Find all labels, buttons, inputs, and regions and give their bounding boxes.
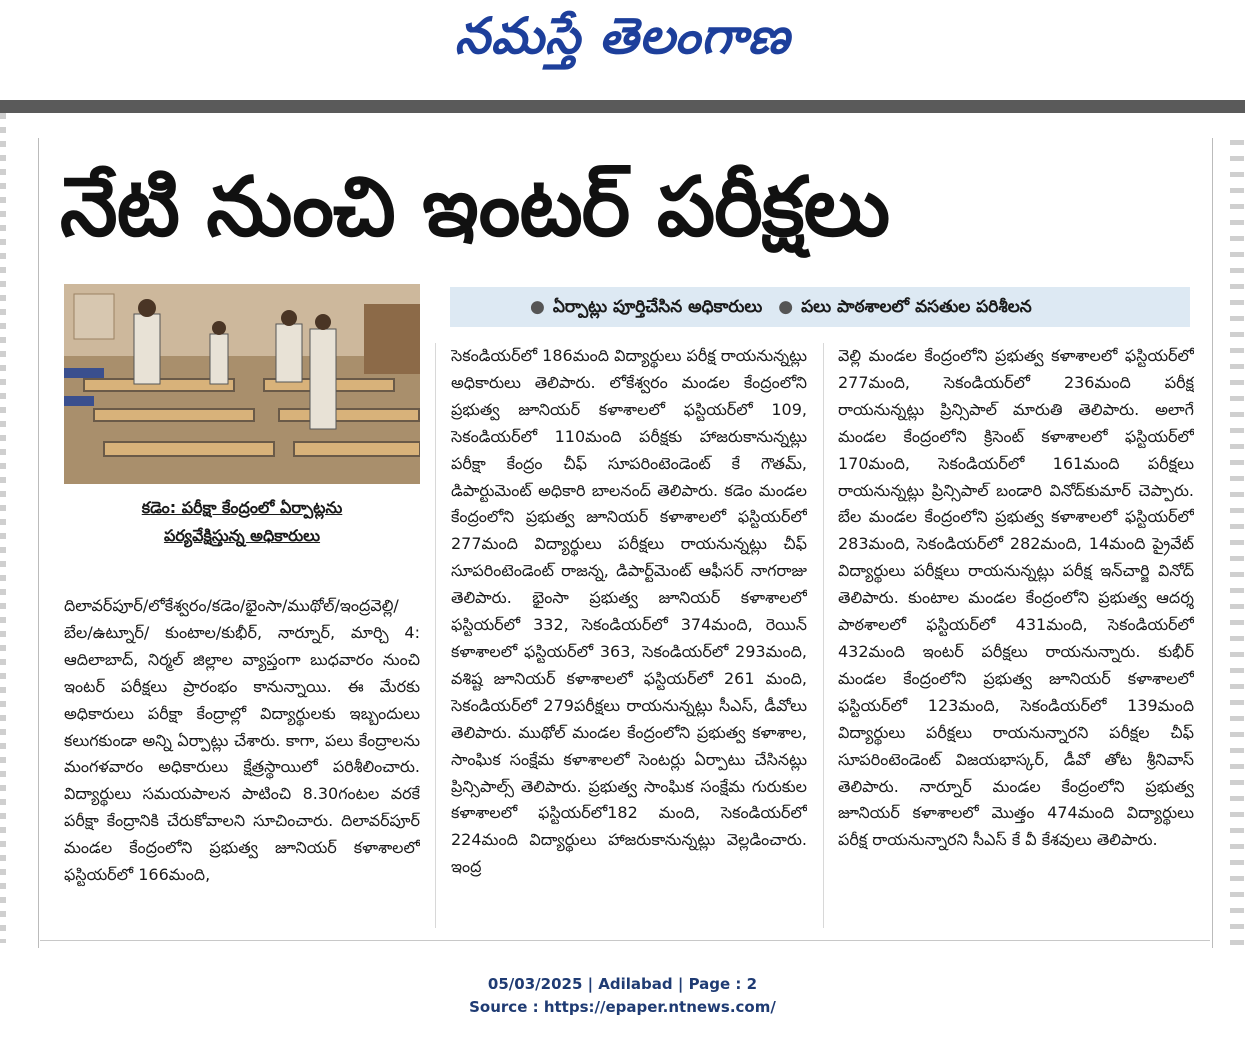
bullet-icon: ●	[778, 297, 794, 317]
article-column-2	[451, 343, 807, 928]
caption-line-2: పర్యవేక్షిస్తున్న అధికారులు	[163, 526, 321, 545]
column-divider	[823, 343, 824, 928]
source-link[interactable]: Source : https://epaper.ntnews.com/	[469, 998, 776, 1016]
edition-info: 05/03/2025 | Adilabad | Page : 2	[487, 975, 758, 993]
column-text: సెకండియర్‌లో 186మంది విద్యార్థులు పరీక్ష రాయనున్నట్లు అధికారులు తెలిపారు. లోకేశ్వరం మండల కేంద్రంలోని ప్రభుత్వ జూనియర్ కళాశాలలో ఫస్టియర్‌లో 109, సెకండియర్‌లో 110మంది పరీక్షకు హాజరుకానున్నట్లు పరీక్షా కేంద్రం చీఫ్ సూపరింటెండెంట్ కే గౌతమ్, డిపార్టుమెంట్ అధికారి బాలనంద్ తెలిపారు. కడెం మండల కేంద్రంలోని ప్రభుత్వ జూనియర్ కళాశాలలో ఫస్టియర్‌లో 277మంది విద్యార్థులు పరీక్షలు రాయనున్నట్లు చీఫ్ సూపరింటెండెంట్ రాజన్న, డిపార్ట్‌మెంట్ ఆఫీసర్ నాగరాజు తెలిపారు. భైంసా ప్రభుత్వ జూనియర్ కళాశాలలో ఫస్టియర్‌లో 332, సెకండియర్‌లో 374మంది, రెయిన్ కళాశాలలో ఫస్టియర్‌లో 363, సెకండియర్‌లో 293మంది, వశిష్ట జూనియర్ కళాశాలలో ఫస్టియర్‌లో 261 మంది, సెకండియర్‌లో 279పరీక్షలు రాయనున్నట్లు సీఎస్, డీవోలు తెలిపారు. ముథోల్ మండల కేంద్రంలోని ప్రభుత్వ కళాశాల, సాంఘిక సంక్షేమ కళాశాలలో సెంటర్లు ఏర్పాటు చేసినట్లు ప్రిన్సిపాల్స్ తెలిపారు. ప్రభుత్వ సాంఘిక సంక్షేమ గురుకుల కళాశాలలో ఫస్టియర్‌లో182 మంది, సెకండియర్‌లో 224మంది విద్యార్థులు హాజరుకానున్నట్లు వెల్లడించారు. ఇంద్ర	[451, 346, 807, 877]
newspaper-logo: నమస్తే తెలంగాణ	[454, 6, 791, 65]
article-column-3	[838, 343, 1194, 928]
photo-caption	[64, 494, 420, 554]
classroom-photo-illustration	[64, 284, 420, 484]
page-edge-right	[1230, 140, 1244, 950]
article-border-left	[38, 138, 39, 948]
article-border-right	[1212, 138, 1213, 948]
column-text: వెల్లి మండల కేంద్రంలోని ప్రభుత్వ కళాశాలలో ఫస్టియర్‌లో 277మంది, సెకండియర్‌లో 236మంది పరీక్ష రాయనున్నట్లు ప్రిన్సిపాల్ మారుతి తెలిపారు. అలాగే మండల కేంద్రంలోని క్రిసెంట్ కళాశాలలో ఫస్టియర్‌లో 170మంది, సెకండియర్‌లో 161మంది పరీక్షలు రాయనున్నట్లు ప్రిన్సిపాల్ బండారి వినోద్‌కుమార్ చెప్పారు. బేల మండల కేంద్రంలోని ప్రభుత్వ కళాశాలలో ఫస్టియర్‌లో 283మంది, సెకండియర్‌లో 282మంది, 14మంది ప్రైవేట్ విద్యార్థులు పరీక్షలు రాయనున్నట్లు పరీక్ష ఇన్‌చార్జి వినోద్ తెలిపారు. కుంటాల మండల కేంద్రంలోని ప్రభుత్వ ఆదర్శ పాఠశాలలో ఫస్టియర్‌లో 431మంది, సెకండియర్‌లో 432మంది ఇంటర్ పరీక్షలు రాయనున్నారు. కుభీర్ మండల కేంద్రంలోని ప్రభుత్వ జూనియర్ కళాశాలలో ఫస్టియర్‌లో 123మంది, సెకండియర్‌లో 139మంది విద్యార్థులు పరీక్షలు రాయనున్నారని పరీక్షల చీఫ్ సూపరింటెండెంట్ విజయభాస్కర్, డీవో తోట శ్రీనివాస్ తెలిపారు. నార్నూర్ మండల కేంద్రంలోని ప్రభుత్వ జూనియర్ కళాశాలలో మొత్తం 474మంది విద్యార్థులు పరీక్ష రాయనున్నారని సీఎస్ కే వీ కేశవులు తెలిపారు.	[838, 346, 1194, 850]
footer-rule	[40, 940, 1210, 941]
header-rule	[0, 100, 1245, 113]
masthead	[0, 0, 1245, 100]
bullet-icon: ●	[530, 297, 545, 317]
page-edge-left	[0, 113, 6, 943]
article-column-1	[64, 593, 420, 928]
subhead-bar	[450, 287, 1190, 327]
subhead-2: పలు పాఠశాలలో వసతుల పరిశీలన	[801, 297, 1032, 317]
article-photo	[64, 284, 420, 484]
subhead-1: ఏర్పాట్లు పూర్తిచేసిన అధికారులు	[552, 297, 763, 317]
article-headline: నేటి నుంచి ఇంటర్ పరీక్షలు	[60, 160, 890, 255]
caption-line-1: కడెం: పరీక్షా కేంద్రంలో ఏర్పాట్లను	[141, 498, 343, 517]
column-divider	[435, 343, 436, 928]
column-text: దిలావర్‌పూర్/లోకేశ్వరం/కడెం/భైంసా/ముథోల్/ఇంద్రవెల్లి/బేల/ఉట్నూర్/ కుంటాల/కుభీర్, నార్నూర్, మార్చి 4: ఆదిలాబాద్, నిర్మల్ జిల్లాల వ్యాప్తంగా బుధవారం నుంచి ఇంటర్ పరీక్షలు ప్రారంభం కానున్నాయి. ఈ మేరకు అధికారులు పరీక్షా కేంద్రాల్లో విద్యార్థులకు ఇబ్బందులు కలుగకుండా అన్ని ఏర్పాట్లు చేశారు. కాగా, పలు కేంద్రాలను మంగళవారం అధికారులు క్షేత్రస్థాయిలో పరిశీలించారు. విద్యార్థులు సమయపాలన పాటించి 8.30గంటల వరకే పరీక్షా కేంద్రానికి చేరుకోవాలని సూచించారు. దిలావర్‌పూర్ మండల కేంద్రంలోని ప్రభుత్వ జూనియర్ కళాశాలలో ఫస్టియర్‌లో 166మంది,	[64, 596, 420, 885]
